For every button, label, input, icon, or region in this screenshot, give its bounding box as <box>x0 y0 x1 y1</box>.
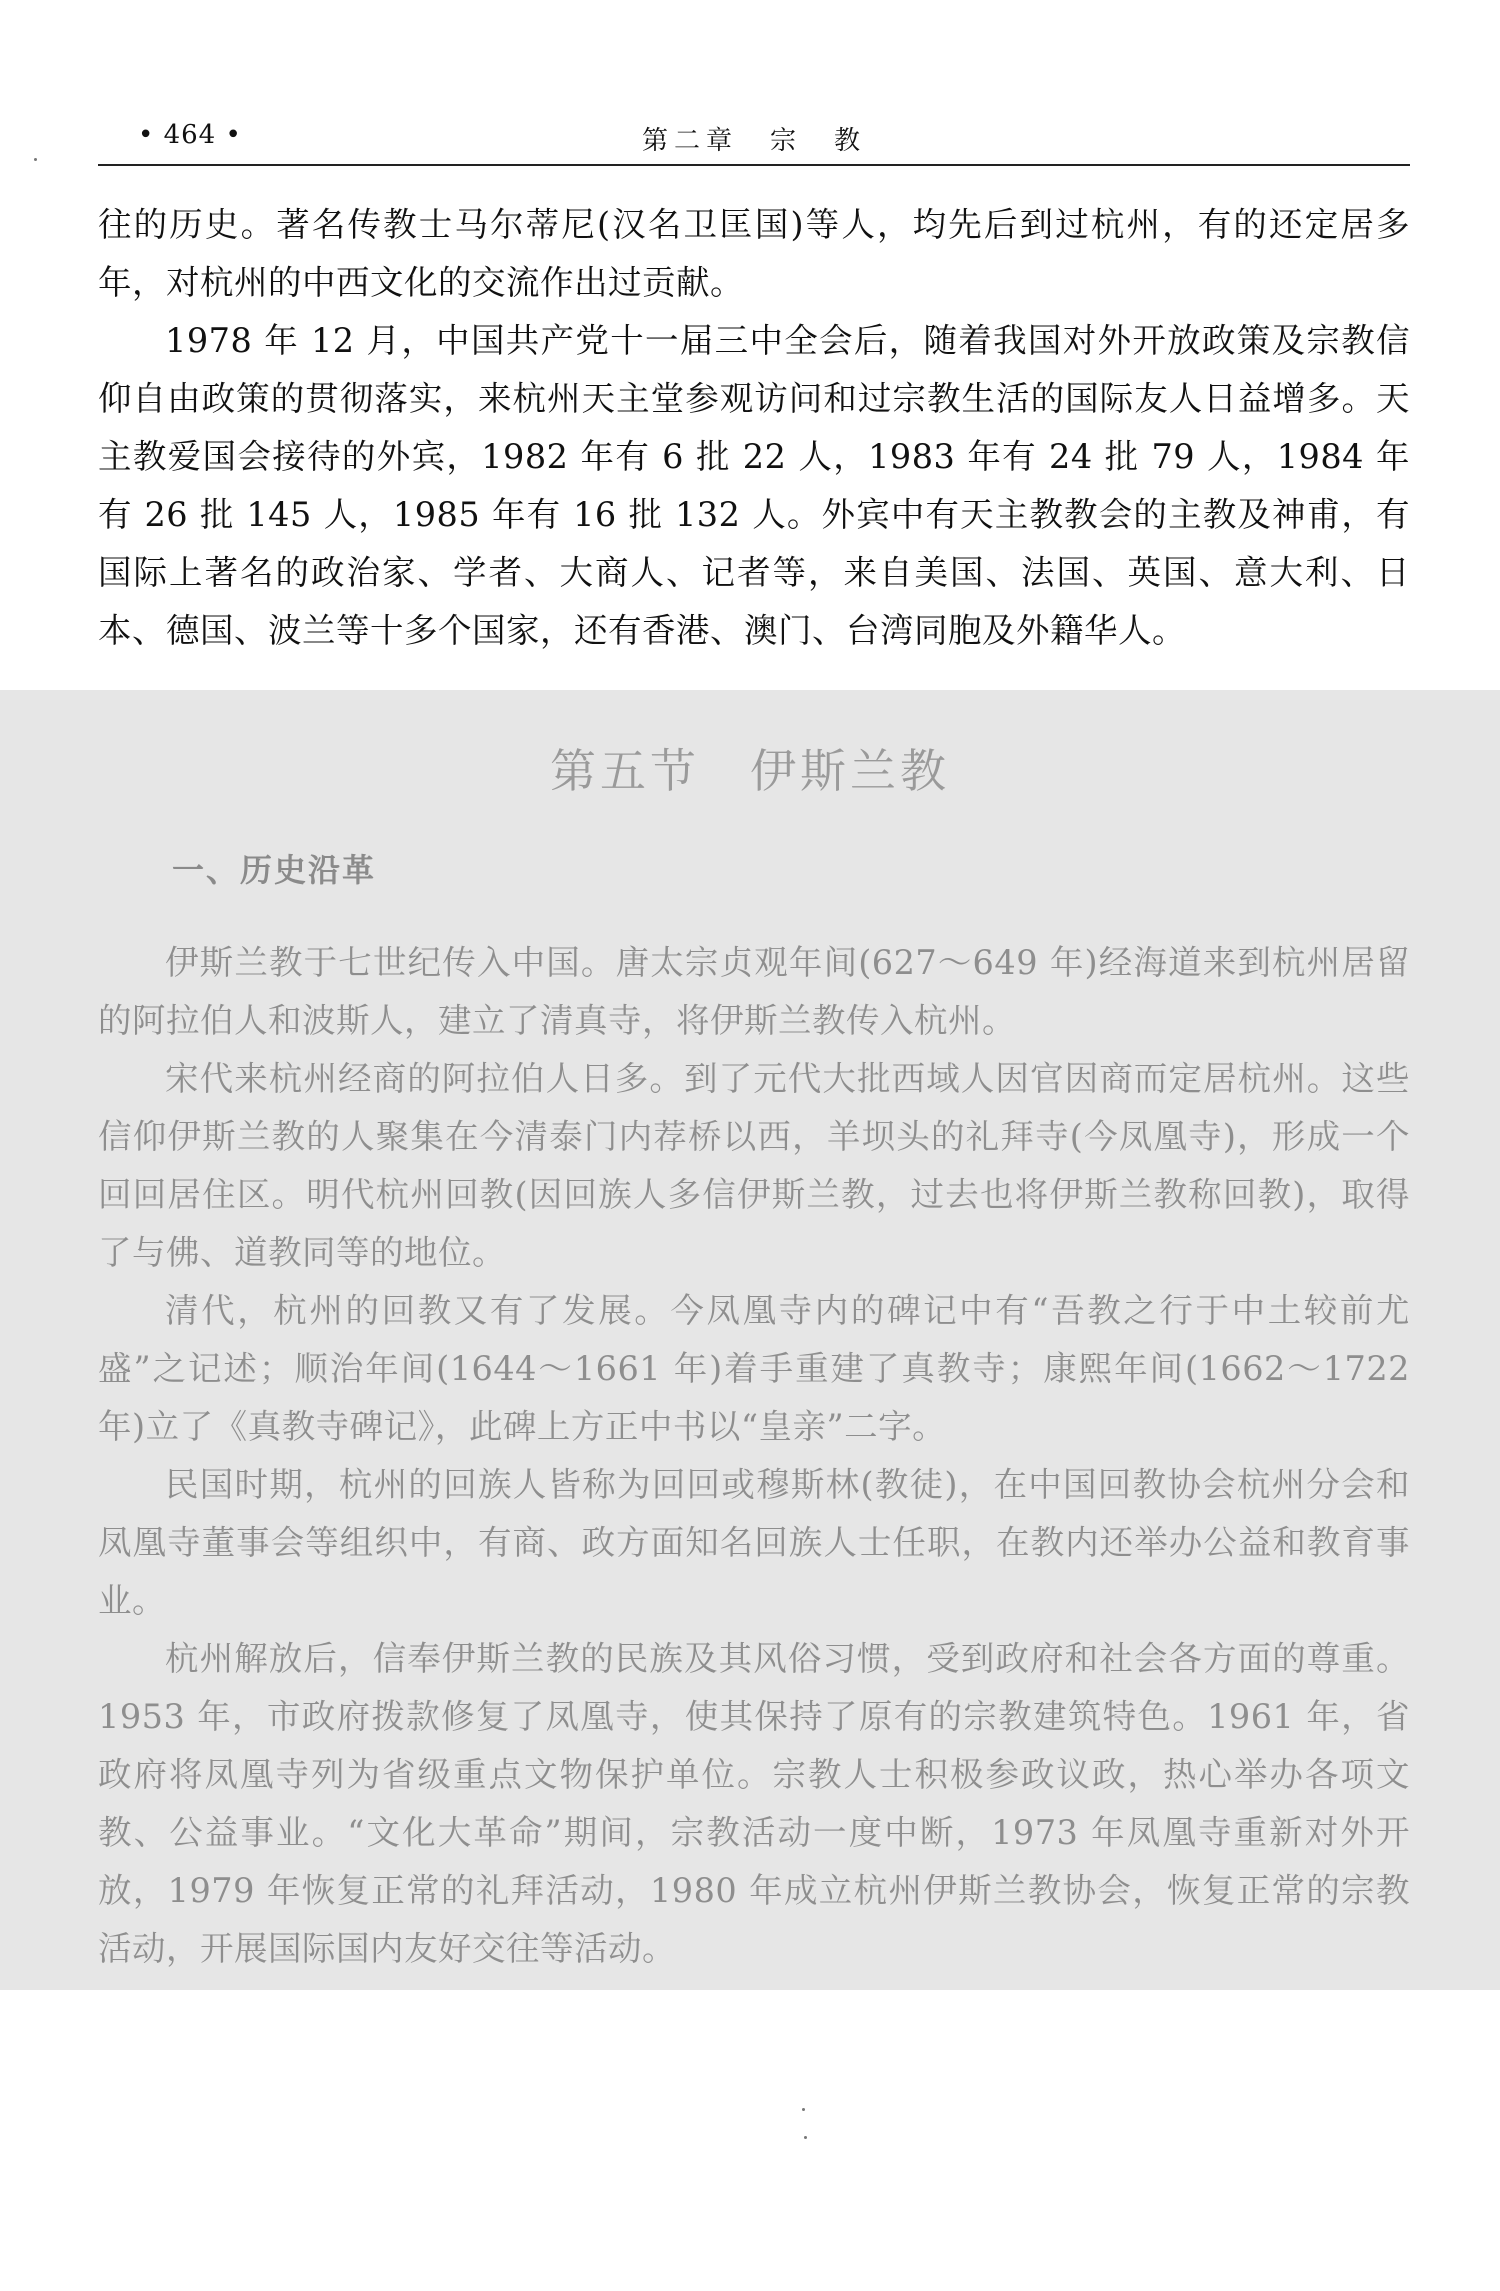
page-number: • 464 • <box>138 120 242 150</box>
page-header <box>98 112 1410 166</box>
paragraph: 清代，杭州的回教又有了发展。今凤凰寺内的碑记中有“吾教之行于中土较前尤盛”之记述；顺治年间(1644～1661 年)着手重建了真教寺；康熙年间(1662～1722 年)立了《真教寺碑记》，此碑上方正中书以“皇亲”二字。 <box>98 1291 1410 1446</box>
chapter-title: 第二章 宗 教 <box>641 126 866 156</box>
paragraph: 1978 年 12 月，中国共产党十一届三中全会后，随着我国对外开放政策及宗教信仰自由政策的贯彻落实，来杭州天主堂参观访问和过宗教生活的国际友人日益增多。天主教爱国会接待的外宾，1982 年有 6 批 22 人，1983 年有 24 批 79 人，1984 年有 26 批 145 人，1985 年有 16 批 132 人。外宾中有天主教教会的主教及神甫，有国际上著名的政治家、学者、大商人、记者等，来自美国、法国、英国、意大利、日本、德国、波兰等十多个国家，还有香港、澳门、台湾同胞及外籍华人。 <box>98 321 1410 650</box>
paragraph: 宋代来杭州经商的阿拉伯人日多。到了元代大批西域人因官因商而定居杭州。这些信仰伊斯兰教的人聚集在今清泰门内荐桥以西，羊坝头的礼拜寺(今凤凰寺)，形成一个回回居住区。明代杭州回教(因回族人多信伊斯兰教，过去也将伊斯兰教称回教)，取得了与佛、道教同等的地位。 <box>98 1059 1410 1272</box>
paragraph: 伊斯兰教于七世纪传入中国。唐太宗贞观年间(627～649 年)经海道来到杭州居留的阿拉伯人和波斯人，建立了清真寺，将伊斯兰教传入杭州。 <box>98 943 1410 1040</box>
paragraph: 往的历史。著名传教士马尔蒂尼(汉名卫匡国)等人，均先后到过杭州，有的还定居多年，对杭州的中西文化的交流作出过贡献。 <box>98 205 1410 302</box>
section-text-block <box>98 934 1410 1978</box>
paragraph: 民国时期，杭州的回族人皆称为回回或穆斯林(教徒)，在中国回教协会杭州分会和凤凰寺董事会等组织中，有商、政方面知名回族人士任职，在教内还举办公益和教育事业。 <box>98 1465 1410 1620</box>
paragraph: 杭州解放后，信奉伊斯兰教的民族及其风俗习惯，受到政府和社会各方面的尊重。1953 年，市政府拨款修复了凤凰寺，使其保持了原有的宗教建筑特色。1961 年，省政府将凤凰寺列为省级重点文物保护单位。宗教人士积极参政议政，热心举办各项文教、公益事业。“文化大革命”期间，宗教活动一度中断，1973 年凤凰寺重新对外开放，1979 年恢复正常的礼拜活动，1980 年成立杭州伊斯兰教协会，恢复正常的宗教活动，开展国际国内友好交往等活动。 <box>98 1639 1410 1968</box>
scan-speck <box>802 2108 805 2111</box>
scan-speck <box>804 2136 807 2139</box>
section-title: 第五节 伊斯兰教 <box>550 744 950 798</box>
scan-speck <box>34 158 37 161</box>
top-text-block <box>98 196 1410 660</box>
subsection-title: 一、历史沿革 <box>172 851 377 889</box>
